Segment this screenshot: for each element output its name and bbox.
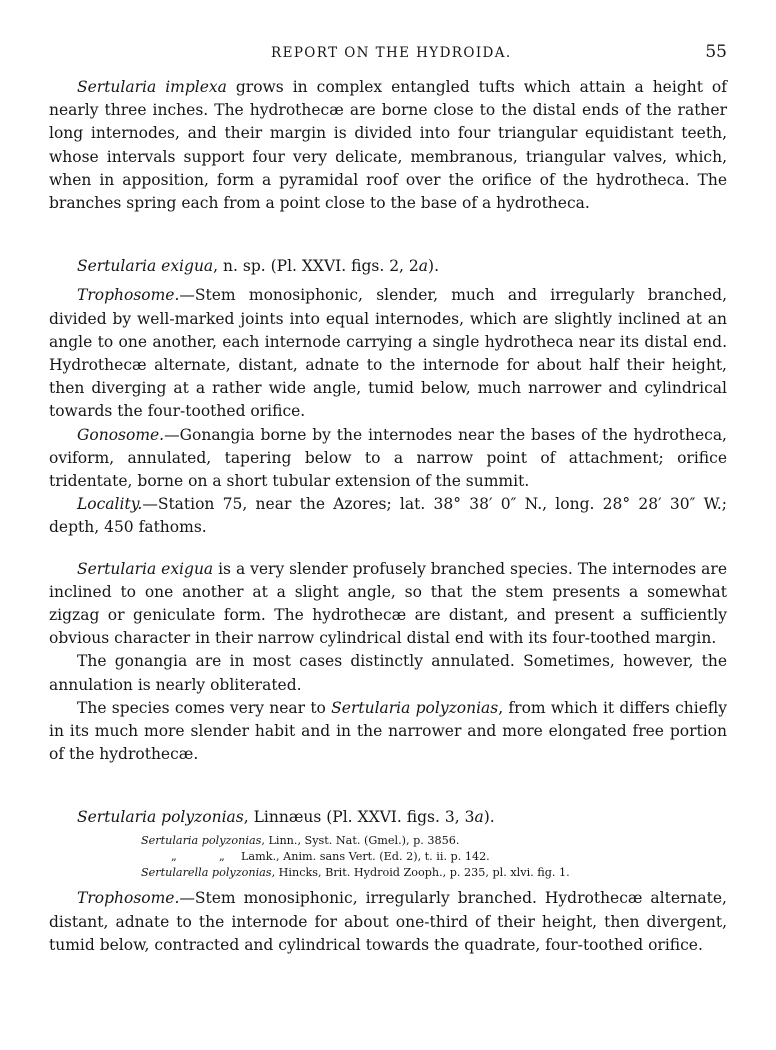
paragraph-text: , from which it differs chiefly in its much more slender habit and in the narrower and more elongated free portion of the hydrothecæ. (49, 698, 727, 764)
figure-letter: a (474, 808, 484, 827)
section-label: Trophosome. (77, 286, 180, 305)
species-name: Sertularia polyzonias (331, 698, 499, 717)
paragraph-text: —Stem monosiphonic, slender, much and irregularly branched, divided by well-marked joints into equal internodes, which are slightly inclined at an angle to one another, each internode carrying a single hydrotheca near its distal end. Hydrothecæ alternate, distant, adnate to the internode for about half their height, then diverging at a rather wide angle, tumid below, much narrower and cylindrical towards the four-toothed orifice. (49, 286, 727, 421)
paragraph-lead: The species comes very near to (77, 698, 332, 717)
ditto-mark: „ (171, 849, 177, 863)
paragraph-text: is a very slender profusely branched species. The internodes are inclined to one another at a slight angle, so that the stem presents a somewhat zigzag or geniculate form. The hydrothecæ are distant, and present a sufficiently obvious character in their narrow cylindrical distal end with its four-toothed margin. (49, 559, 727, 648)
species-name: Sertularia exigua (77, 559, 214, 578)
synonymy-list (49, 833, 727, 882)
synonym-name: Sertularella polyzonias (141, 866, 272, 880)
synonym-reference: Lamk., Anim. sans Vert. (Ed. 2), t. ii. p. 142. (241, 849, 490, 863)
page-number: 55 (705, 42, 727, 62)
section-label: Locality. (77, 495, 143, 514)
species-heading-exigua (49, 255, 727, 278)
paragraph-exigua-trophosome (49, 284, 727, 423)
paragraph-text: grows in complex entangled tufts which attain a height of nearly three inches. The hydrothecæ are borne close to the distal ends of the rather long internodes, and their margin is divided into four triangular equidistant teeth, whose intervals support four very delicate, membranous, triangular valves, which, when in apposition, form a pyramidal roof over the orifice of the hydrotheca. The branches spring each from a point close to the base of a hydrotheca. (49, 78, 727, 213)
synonym-name: Sertularia polyzonias (141, 833, 262, 847)
species-heading-polyzonias (49, 806, 727, 829)
paragraph-text: —Gonangia borne by the internodes near the bases of the hydrotheca, oviform, annulated, tapering below to a narrow point of attachment; orifice tridentate, borne on a short tubular extension of the summit. (49, 425, 727, 491)
section-label: Trophosome. (77, 889, 180, 908)
species-name: Sertularia exigua (77, 257, 214, 276)
section-label: Gonosome. (77, 425, 165, 444)
paragraph-text: The gonangia are in most cases distinctly annulated. Sometimes, however, the annulation is nearly obliterated. (49, 652, 727, 694)
species-name: Sertularia implexa (77, 78, 227, 96)
heading-text-end: ). (428, 257, 440, 276)
page (49, 40, 727, 957)
paragraph-text: —Station 75, near the Azores; lat. 38° 38′ 0″ N., long. 28° 28′ 30″ W.; depth, 450 fathoms. (49, 495, 727, 537)
heading-text: , Linnæus (Pl. XXVI. figs. 3, 3 (243, 808, 475, 827)
paragraph-exigua-gonangia (49, 650, 727, 696)
synonymy-entry (141, 865, 727, 881)
figure-letter: a (418, 257, 429, 276)
paragraph-exigua-gonosome (49, 424, 727, 494)
heading-text: , n. sp. (Pl. XXVI. figs. 2, 2 (213, 257, 419, 276)
running-title: REPORT ON THE HYDROIDA. (271, 45, 512, 61)
synonymy-entry (141, 849, 727, 865)
ditto-mark: „ (219, 849, 225, 863)
paragraph-exigua-comparison (49, 697, 727, 767)
paragraph-polyzonias-trophosome (49, 887, 727, 957)
running-head (49, 40, 727, 66)
paragraph-implexa-description (49, 76, 727, 215)
paragraph-exigua-remarks (49, 558, 727, 651)
paragraph-exigua-locality (49, 493, 727, 539)
synonym-reference: , Linn., Syst. Nat. (Gmel.), p. 3856. (261, 833, 460, 847)
species-name: Sertularia polyzonias (77, 808, 244, 827)
synonym-reference: , Hincks, Brit. Hydroid Zooph., p. 235, pl. xlvi. fig. 1. (271, 866, 570, 880)
synonymy-entry (141, 833, 727, 849)
heading-text-end: ). (483, 808, 495, 827)
paragraph-text: —Stem monosiphonic, irregularly branched. Hydrothecæ alternate, distant, adnate to the internode for about one-third of their height, then divergent, tumid below, contracted and cylindrical towards the quadrate, four-toothed orifice. (49, 889, 727, 954)
